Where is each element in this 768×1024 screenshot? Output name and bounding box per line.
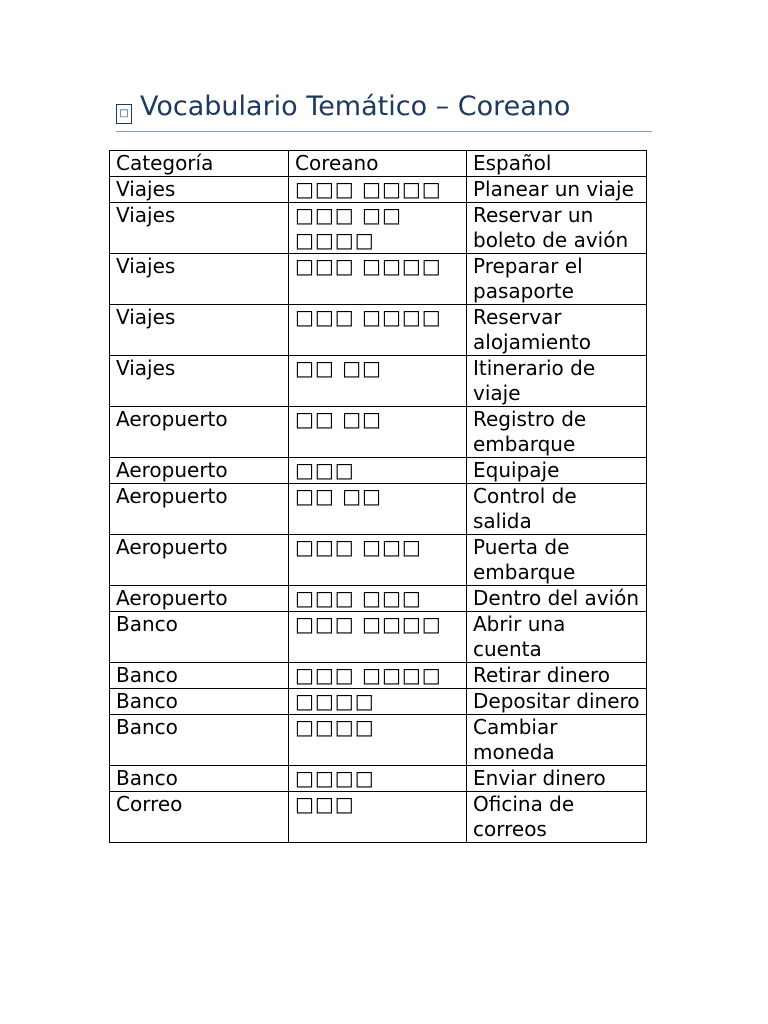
korean-cell: □□□ □□□□ <box>289 305 467 356</box>
korean-cell: □□□ <box>289 792 467 843</box>
spanish-cell: Registro de embarque <box>467 407 647 458</box>
spanish-cell: Abrir una cuenta <box>467 612 647 663</box>
korean-cell: □□□ □□□□ <box>289 254 467 305</box>
korean-cell: □□□ □□□ <box>289 586 467 612</box>
category-cell: Viajes <box>110 305 289 356</box>
table-row <box>110 458 647 484</box>
category-cell: Banco <box>110 612 289 663</box>
table-row <box>110 586 647 612</box>
spanish-cell: Preparar el pasaporte <box>467 254 647 305</box>
spanish-cell: Reservar un boleto de avión <box>467 203 647 254</box>
category-cell: Banco <box>110 766 289 792</box>
spanish-cell: Control de salida <box>467 484 647 535</box>
category-cell: Viajes <box>110 203 289 254</box>
spanish-cell: Itinerario de viaje <box>467 356 647 407</box>
spanish-cell: Reservar alojamiento <box>467 305 647 356</box>
korean-cell: □□□□ <box>289 766 467 792</box>
table-row <box>110 407 647 458</box>
korean-cell: □□□ <box>289 458 467 484</box>
page-title-text: Vocabulario Temático – Coreano <box>140 91 571 122</box>
table-row <box>110 203 647 254</box>
korean-cell: □□ □□ <box>289 356 467 407</box>
header-cell-category: Categoría <box>110 151 289 177</box>
page-title <box>116 88 652 126</box>
korean-cell: □□□ □□□□ <box>289 663 467 689</box>
korean-cell: □□ □□ <box>289 484 467 535</box>
category-cell: Viajes <box>110 254 289 305</box>
category-cell: Aeropuerto <box>110 407 289 458</box>
table-row <box>110 254 647 305</box>
korean-cell: □□□ □□ □□□□ <box>289 203 467 254</box>
table-row <box>110 689 647 715</box>
header-cell-korean: Coreano <box>289 151 467 177</box>
korean-cell: □□□ □□□□ <box>289 612 467 663</box>
table-row <box>110 535 647 586</box>
table-row <box>110 766 647 792</box>
title-underline <box>116 131 652 132</box>
category-cell: Aeropuerto <box>110 535 289 586</box>
category-cell: Banco <box>110 689 289 715</box>
spanish-cell: Depositar dinero <box>467 689 647 715</box>
korean-cell: □□□□ <box>289 715 467 766</box>
korean-cell: □□ □□ <box>289 407 467 458</box>
table-row <box>110 663 647 689</box>
spanish-cell: Equipaje <box>467 458 647 484</box>
spanish-cell: Puerta de embarque <box>467 535 647 586</box>
category-cell: Banco <box>110 663 289 689</box>
table-row <box>110 356 647 407</box>
vocabulary-table <box>109 150 647 843</box>
table-row <box>110 305 647 356</box>
spanish-cell: Dentro del avión <box>467 586 647 612</box>
spanish-cell: Enviar dinero <box>467 766 647 792</box>
spanish-cell: Retirar dinero <box>467 663 647 689</box>
vocabulary-table-body <box>110 151 647 843</box>
category-cell: Banco <box>110 715 289 766</box>
header-cell-spanish: Español <box>467 151 647 177</box>
table-row <box>110 612 647 663</box>
spanish-cell: Cambiar moneda <box>467 715 647 766</box>
category-cell: Viajes <box>110 356 289 407</box>
category-cell: Correo <box>110 792 289 843</box>
category-cell: Viajes <box>110 177 289 203</box>
category-cell: Aeropuerto <box>110 484 289 535</box>
korean-cell: □□□ □□□□ <box>289 177 467 203</box>
document-icon: □ <box>116 104 132 124</box>
table-row <box>110 715 647 766</box>
korean-cell: □□□ □□□ <box>289 535 467 586</box>
spanish-cell: Planear un viaje <box>467 177 647 203</box>
table-header-row <box>110 151 647 177</box>
table-row <box>110 484 647 535</box>
table-row <box>110 177 647 203</box>
category-cell: Aeropuerto <box>110 458 289 484</box>
spanish-cell: Oficina de correos <box>467 792 647 843</box>
category-cell: Aeropuerto <box>110 586 289 612</box>
table-row <box>110 792 647 843</box>
korean-cell: □□□□ <box>289 689 467 715</box>
